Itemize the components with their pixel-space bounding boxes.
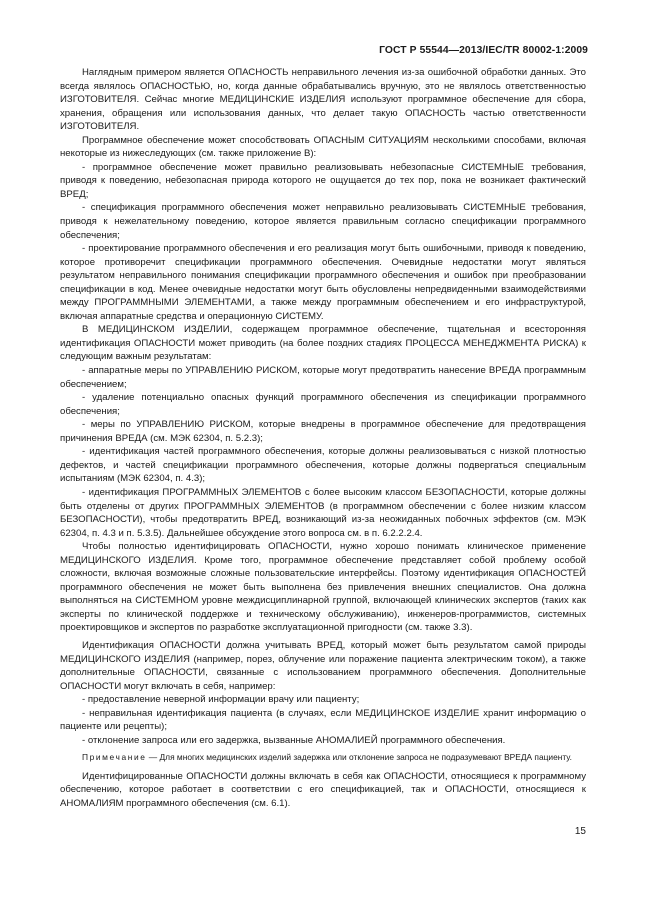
list-item: - идентификация ПРОГРАММНЫХ ЭЛЕМЕНТОВ с более высоким классом БЕЗОПАСНОСТИ, которые должны быть отделены от других ПРОГРАММНЫХ ЭЛЕМЕНТОВ (в программном обеспечении с более низким классом БЕЗОПАСНОСТИ), чтобы предотвратить ВРЕД, возникающий из-за неожиданных побочных эффектов (см. МЭК 62304, п. 4.3 и п. 5.3.5). Дальнейшее обсуждение этого вопроса см. в п. 6.2.2.2.4. xyxy=(60,486,586,539)
document-header: ГОСТ Р 55544—2013/IEC/TR 80002-1:2009 xyxy=(379,45,588,56)
body-text xyxy=(60,66,586,810)
paragraph: Чтобы полностью идентифицировать ОПАСНОСТИ, нужно хорошо понимать клиническое применение МЕДИЦИНСКОГО ИЗДЕЛИЯ. Кроме того, программное обеспечение представляет собой проблему особой сложности, включая возможные сложные пользовательские интерфейсы. Поэтому идентификация ОПАСНОСТЕЙ программного обеспечения не может быть выполнена без привлечения внешних специалистов. Она должна выполняться на СИСТЕМНОМ уровне междисциплинарной группой, включающей клинических экспертов (таких как эксперты по клинической поддержке и техническому обслуживанию), инженеров-программистов, системных проектировщиков и экспертов по разработке эксплуатационной пригодности (см. также 3.3). xyxy=(60,541,586,634)
note-label: Примечание xyxy=(82,752,147,763)
list-item: - программное обеспечение может правильно реализовывать небезопасные СИСТЕМНЫЕ требования, приводя к поведению, небезопасная природа которого не ощущается до тех пор, пока не возникает фактический ВРЕД; xyxy=(60,161,586,200)
list-item: - удаление потенциально опасных функций программного обеспечения из спецификации программного обеспечения; xyxy=(60,392,586,417)
paragraph: Программное обеспечение может способствовать ОПАСНЫМ СИТУАЦИЯМ несколькими способами, включая некоторые из нижеследующих (см. также приложение В): xyxy=(60,134,586,160)
list-item: - проектирование программного обеспечения и его реализация могут быть ошибочными, приводя к поведению, которое противоречит спецификации программного обеспечения. Очевидные недостатки могут являться результатом неправильного понимания спецификации программного обеспечения и ошибок при преобразовании спецификации в код. Менее очевидные недостатки могут быть обусловлены непредвиденными взаимодействиями между ПРОГРАММНЫМИ ЭЛЕМЕНТАМИ, а также между программным обеспечением и его инфраструктурой, включая аппаратные средства и операционную СИСТЕМУ. xyxy=(60,243,586,322)
page-number: 15 xyxy=(574,826,586,837)
paragraph: Идентифицированные ОПАСНОСТИ должны включать в себя как ОПАСНОСТИ, относящиеся к программному обеспечению, которое работает в соответствии с его спецификацией, так и ОПАСНОСТИ, относящиеся к АНОМАЛИЯМ программного обеспечения (см. 6.1). xyxy=(60,770,586,809)
list-item: - отклонение запроса или его задержка, вызванные АНОМАЛИЕЙ программного обеспечения. xyxy=(82,734,506,746)
paragraph: Идентификация ОПАСНОСТИ должна учитывать ВРЕД, который может быть результатом самой природы МЕДИЦИНСКОГО ИЗДЕЛИЯ (например, порез, облучение или поражение пациента электрическим током), а также дополнительные ОПАСНОСТИ, связанные с использованием программного обеспечения. Дополнительные ОПАСНОСТИ могут включать в себя, например: xyxy=(60,639,586,692)
list-item: - предоставление неверной информации врачу или пациенту; xyxy=(82,694,360,706)
paragraph: Наглядным примером является ОПАСНОСТЬ неправильного лечения из-за ошибочной обработки данных. Это всегда являлось ОПАСНОСТЬЮ, но, когда данные обрабатывались вручную, это не являлось ответственностью ИЗГОТОВИТЕЛЯ. Сейчас многие МЕДИЦИНСКИЕ ИЗДЕЛИЯ используют программное обеспечение для сбора, хранения, обращения или использования данных, что делает такую ОПАСНОСТЬ частью ответственности ИЗГОТОВИТЕЛЯ. xyxy=(60,67,586,133)
list-item: - идентификация частей программного обеспечения, которые должны реализовываться с низкой плотностью дефектов, и частей спецификации программного обеспечения, которые должны подвергаться специальным испытаниям (МЭК 62304, п. 4.3); xyxy=(60,446,586,485)
list-item: - аппаратные меры по УПРАВЛЕНИЮ РИСКОМ, которые могут предотвратить нанесение ВРЕДА программным обеспечением; xyxy=(60,365,586,390)
list-item: - неправильная идентификация пациента (в случаях, если МЕДИЦИНСКОЕ ИЗДЕЛИЕ хранит информацию о пациенте или рецепты); xyxy=(60,707,586,733)
paragraph: В МЕДИЦИНСКОМ ИЗДЕЛИИ, содержащем программное обеспечение, тщательная и всесторонняя идентификация ОПАСНОСТИ может приводить (на более поздних стадиях ПРОЦЕССА МЕНЕДЖМЕНТА РИСКА) к следующим важным результатам: xyxy=(60,324,586,363)
note xyxy=(60,751,586,763)
list-item: - спецификация программного обеспечения может неправильно реализовывать СИСТЕМНЫЕ требования, приводя к нежелательному поведению, которое является правильным согласно спецификации программного обеспечения; xyxy=(60,202,586,241)
note-text: — Для многих медицинских изделий задержка или отклонение запроса не подразумевают ВРЕДА пациенту. xyxy=(146,752,572,763)
list-item: - меры по УПРАВЛЕНИЮ РИСКОМ, которые внедрены в программное обеспечение для предотвращения причинения ВРЕДА (см. МЭК 62304, п. 5.2.3); xyxy=(60,419,586,444)
